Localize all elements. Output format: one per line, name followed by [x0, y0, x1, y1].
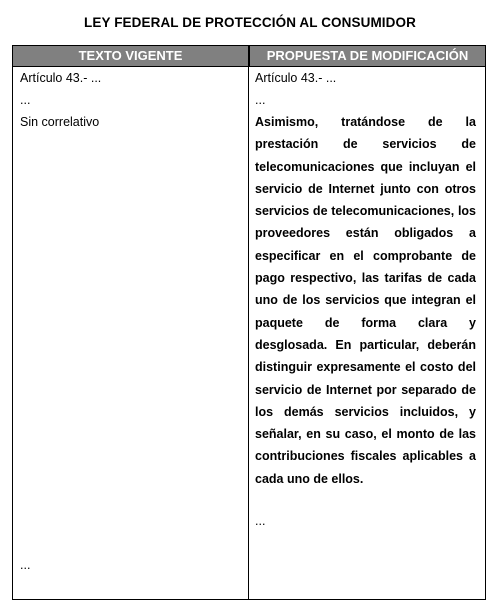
comparison-table: [12, 45, 486, 600]
left-ellipsis-bottom: ...: [20, 558, 31, 572]
header-proposal: PROPUESTA DE MODIFICACIÓN: [249, 46, 485, 66]
right-ellipsis-bottom: ...: [255, 514, 266, 528]
header-current-text: TEXTO VIGENTE: [78, 48, 183, 63]
left-article-label: Artículo 43.- ...: [20, 71, 102, 85]
right-article-label: Artículo 43.- ...: [255, 71, 337, 85]
column-divider: [248, 46, 249, 599]
left-ellipsis-top: ...: [20, 93, 31, 107]
table-header-row: [13, 46, 485, 67]
document-title: LEY FEDERAL DE PROTECCIÓN AL CONSUMIDOR: [84, 15, 416, 30]
right-ellipsis-top: ...: [255, 93, 266, 107]
left-no-correlative: Sin correlativo: [20, 115, 100, 129]
proposal-text: Asimismo, tratándose de la prestación de servicios de telecomunicaciones que incluyan el servicio de Internet junto con otros servicios de telecomunicaciones, los proveedores están obligados a especificar en el comprobante de pago respectivo, las tarifas de cada uno de los servicios que integran el paquete de forma clara y desglosada. En particular, deberán distinguir expresamente el costo del servicio de Internet por separado de los demás servicios incluidos, y señalar, en su caso, el monto de las contribuciones fiscales aplicables a cada uno de ellos.: [255, 115, 476, 486]
